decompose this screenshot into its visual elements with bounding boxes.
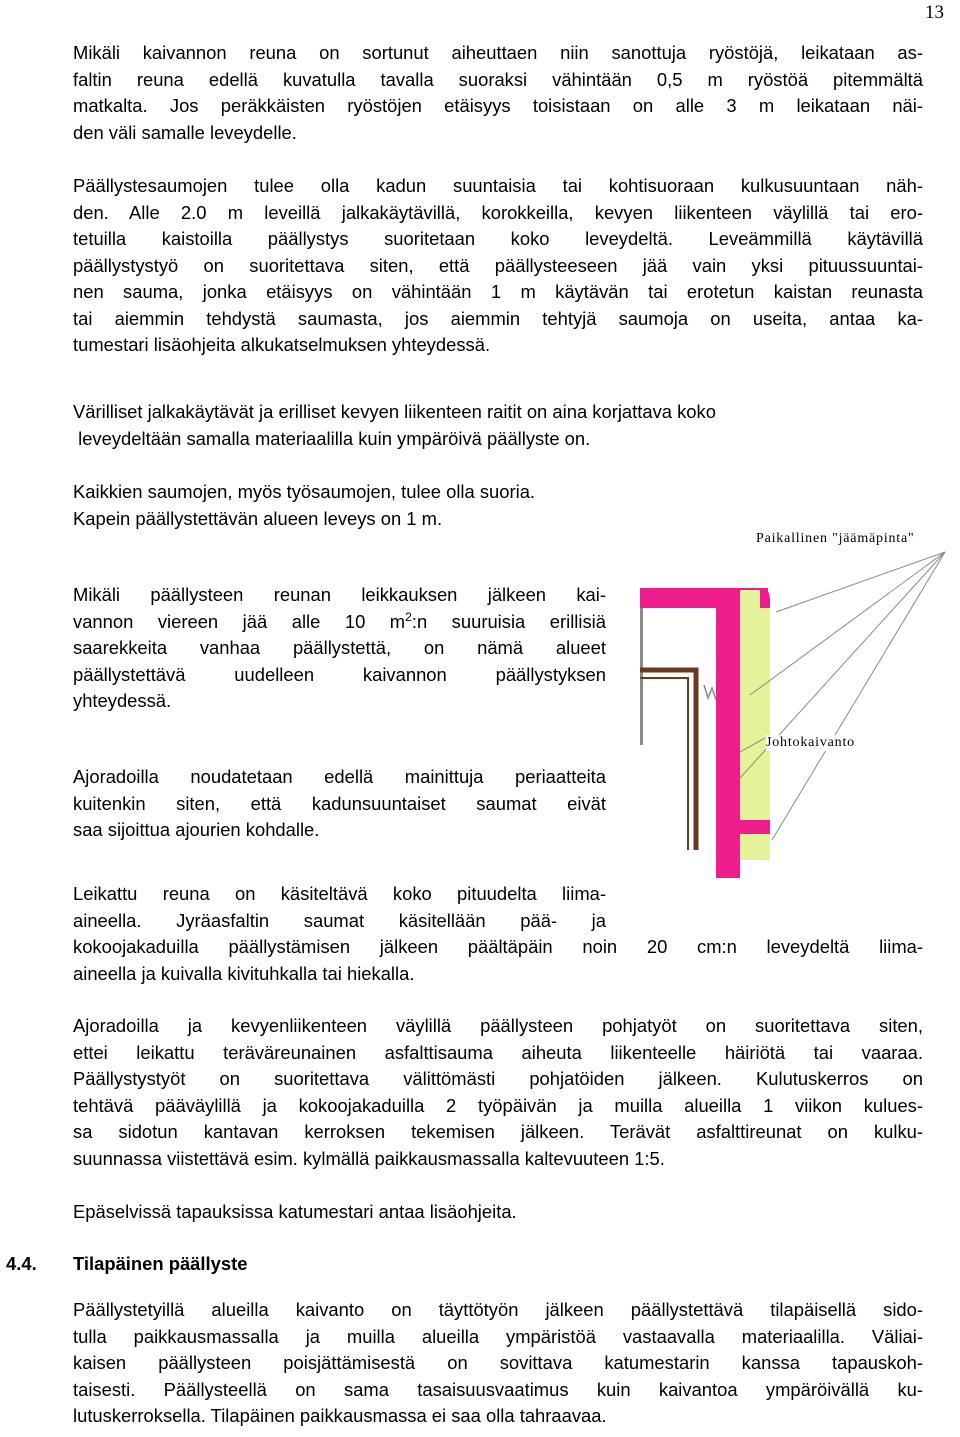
text-line: aineella ja kuivalla kivituhkalla tai hiekalla. [73,962,415,984]
text-line: Mikäli päällysteen reunan leikkauksen jälkeen kai- [73,584,606,605]
text-line: tai aiemmin tehdystä saumasta, jos aiemmin tehtyjä saumoja on useita, antaa ka- [73,307,923,329]
text-line: leveydeltään samalla materiaalilla kuin ympäröivä päällyste on. [73,427,591,449]
diagram-bottom-patch [740,820,770,834]
diagram-crack-mark [704,685,716,700]
text-line: saa sijoittua ajourien kohdalle. [73,819,320,840]
diagram-residual-top [740,590,760,608]
paragraph-6 [73,764,606,844]
text-line: Ajoradoilla ja kevyenliikenteen väylillä päällysteen pohjatyöt on suoritettava siten, [73,1015,923,1036]
text-line: Päällystesaumojen tulee olla kadun suuntaisia tai kohtisuoraan kulkusuuntaan näh- [73,175,923,196]
text-line: lutuskerroksella. Tilapäinen paikkausmassa ei saa olla tahraavaa. [73,1405,607,1426]
text-line: den väli samalle leveydelle. [73,121,297,143]
paragraph-3 [73,399,923,452]
text-line: nen sauma, jonka etäisyys on vähintään 1 m käytävän tai erotetun kaistan reunasta [73,281,923,302]
text-line: Mikäli kaivannon reuna on sortunut aiheuttaen niin sanottuja ryöstöjä, leikataan as- [73,42,923,63]
paragraph-9 [73,1199,923,1226]
figure-label-residual-surface: Paikallinen "jäämäpinta" [756,531,915,546]
text-line: Kaikkien saumojen, myös työsaumojen, tulee olla suoria. [73,481,536,502]
paragraph-2 [73,173,923,359]
text-line: tumestari lisäohjeita alkukatselmuksen yhteydessä. [73,334,491,355]
text-line: yhteydessä. [73,690,172,711]
text-line: Kapein päällystettävän alueen leveys on 1 m. [73,507,443,529]
text-line: aineella. Jyräasfaltin saumat käsitellään pää- ja [73,909,606,931]
text-line: matkalta. Jos peräkkäisten ryöstöjen etäisyys toisistaan on alle 3 m leikataan näi- [73,95,923,116]
text-line: vannon viereen jää alle 10 $m^2:n$ suuruisia erillisiä [73,609,606,632]
paragraph-8 [73,1013,923,1172]
text-line: Epäselvissä tapauksissa katumestari antaa lisäohjeita. [73,1201,517,1222]
section-number: 4.4. [6,1253,37,1274]
text-line: saarekkeita vanhaa päällystettä, on nämä alueet [73,637,606,658]
diagram-cut-edge-inner [640,678,688,850]
text-line: taisesti. Päällysteellä on sama tasaisuusvaatimus kuin kaivantoa ympäröivällä ku- [73,1378,923,1400]
text-line: Ajoradoilla noudatetaan edellä mainittuja periaatteita [73,766,606,787]
text-line: suunnassa viistettävä esim. kylmällä paikkausmassalla kaltevuuteen 1:5. [73,1147,665,1169]
text-line: tulla paikkausmassalla ja muilla alueilla ympäristöä vastaavalla materiaalilla. Väliai- [73,1325,923,1347]
text-line: tetuilla kaistoilla päällystys suoritetaan koko leveydeltä. Leveämmillä käytävillä [73,228,923,249]
text-line: sa sidotun kantavan kerroksen tekemisen jälkeen. Terävät asfalttireunat on kulku- [73,1121,923,1142]
page-number: 13 [925,2,944,23]
text-line: ettei leikattu teräväreunainen asfalttisauma aiheuta liikenteelle häiriötä tai vaaraa. [73,1041,923,1063]
text-line: Päällystystyöt on suoritettava välittömästi pohjatöiden jälkeen. Kulutuskerros on [73,1068,923,1089]
paragraph-1 [73,40,923,146]
leader-line [750,552,945,695]
text-line: päällystystyö on suoritettava siten, että päällysteeseen jää vain yksi pituussuuntai- [73,254,923,276]
text-line: den. Alle 2.0 m leveillä jalkakäytävillä, korokkeilla, kevyen liikenteen väylillä tai ero- [73,201,923,223]
text-line: Värilliset jalkakäytävät ja erilliset kevyen liikenteen raitit on aina korjattava koko [73,401,716,422]
text-line: kaisen päällysteen poisjättämisestä on sovittava katumestarin kanssa tapauskoh- [73,1352,923,1373]
text-line: päällystettävä uudelleen kaivannon päällystyksen [73,663,606,685]
paragraph-10 [73,1297,923,1430]
paragraph-5 [73,582,606,715]
leader-line [772,552,945,840]
text-line: tehtävä pääväylillä ja kokoojakaduilla 2 työpäivän ja muilla alueilla 1 viikon kulues- [73,1094,923,1116]
text-line: kokoojakaduilla päällystämisen jälkeen päältäpäin noin 20 cm:n leveydeltä liima- [73,936,923,957]
section-title: Tilapäinen päällyste [73,1253,248,1274]
text-line: Päällystetyillä alueilla kaivanto on täyttötyön jälkeen päällystettävä tilapäisellä sido- [73,1299,923,1320]
diagram-corner [760,588,770,608]
leader-line [776,552,945,612]
diagram-sliver [718,748,724,848]
text-line: kuitenkin siten, että kadunsuuntaiset saumat eivät [73,792,606,814]
text-line: faltin reuna edellä kuvatulla tavalla suoraksi vähintään 0,5 m ryöstöä pitemmältä [73,68,923,90]
text-line: Leikattu reuna on käsiteltävä koko pituudelta liima- [73,883,606,904]
excavation-diagram [600,520,960,900]
figure-label-excavation: Johtokaivanto [766,735,855,750]
